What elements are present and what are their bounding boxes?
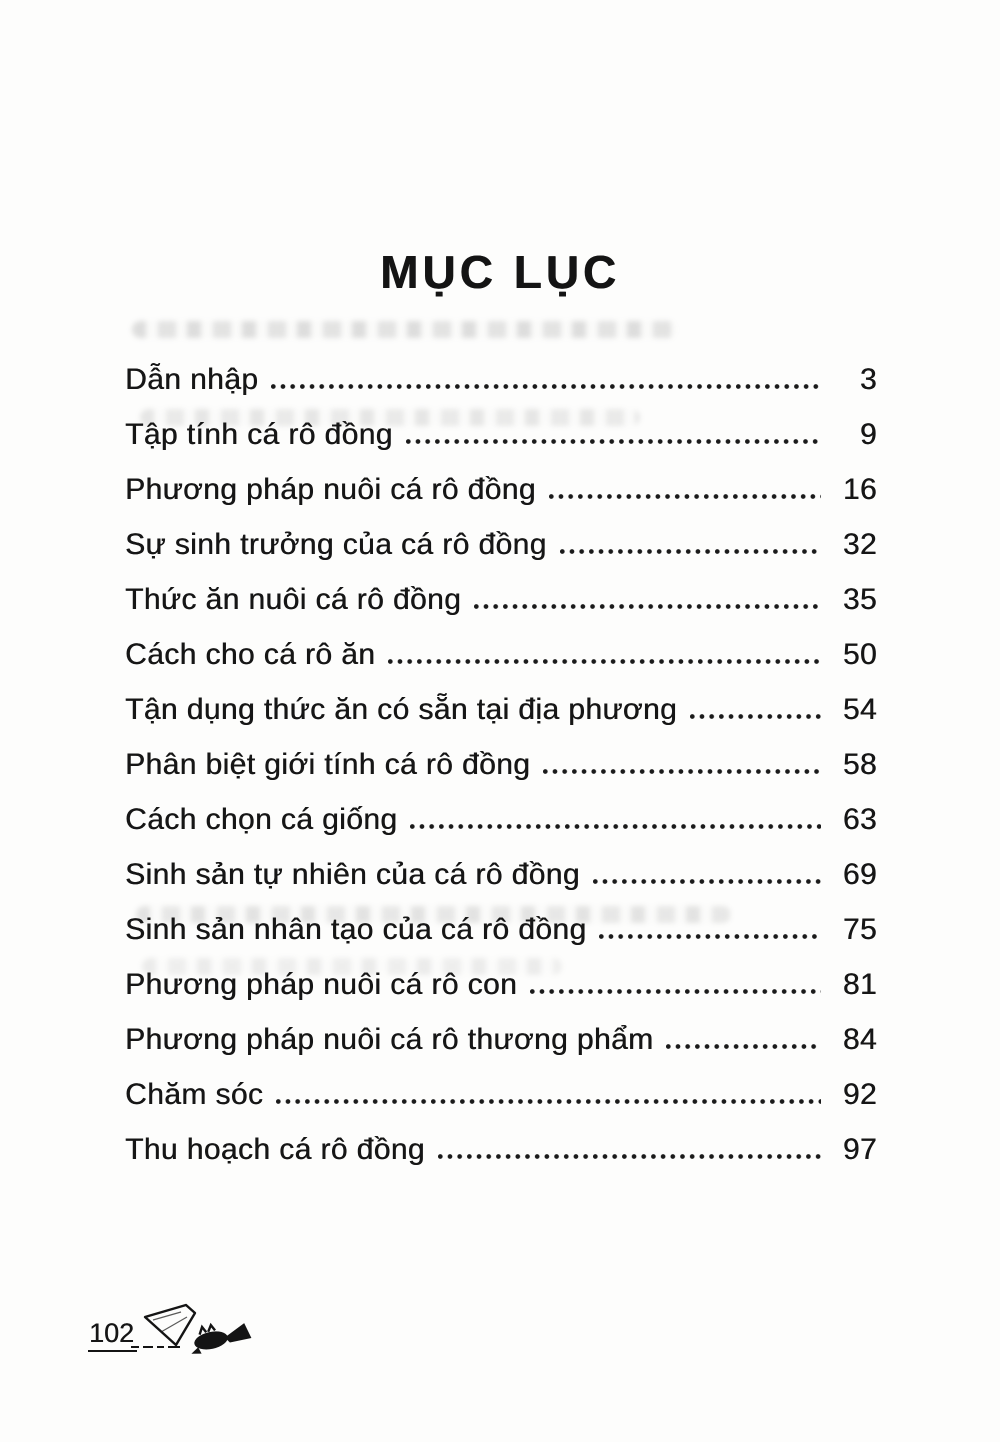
toc-entry-label: Phương pháp nuôi cá rô con bbox=[125, 968, 518, 1001]
toc-entry-page-number: 97 bbox=[842, 1133, 877, 1166]
toc-entry bbox=[125, 1023, 877, 1078]
footer-page-number: 102 bbox=[88, 1317, 137, 1352]
toc-entry bbox=[125, 583, 877, 638]
net-outline bbox=[145, 1305, 195, 1345]
toc-entry-label: Chăm sóc bbox=[125, 1078, 264, 1111]
toc-entry-page-number: 32 bbox=[842, 528, 877, 561]
toc-entry-label: Phương pháp nuôi cá rô thương phẩm bbox=[125, 1023, 654, 1056]
dot-leader bbox=[599, 934, 821, 939]
toc-entry-page-number: 58 bbox=[842, 748, 877, 781]
dot-leader bbox=[388, 659, 821, 664]
dot-leader bbox=[276, 1099, 821, 1104]
toc-entry-label: Phân biệt giới tính cá rô đồng bbox=[125, 748, 531, 781]
toc-entry-label: Sinh sản nhân tạo của cá rô đồng bbox=[125, 913, 587, 946]
dot-leader bbox=[593, 879, 821, 884]
toc-entry-page-number: 35 bbox=[842, 583, 877, 616]
toc-entry-label: Tập tính cá rô đồng bbox=[125, 418, 393, 451]
toc-entry bbox=[125, 363, 877, 418]
dot-leader bbox=[560, 549, 821, 554]
toc-entry-page-number: 63 bbox=[842, 803, 877, 836]
fish-in-net-sketch-icon bbox=[131, 1300, 259, 1358]
page-title: MỤC LỤC bbox=[379, 245, 621, 298]
toc-entry-page-number: 84 bbox=[842, 1023, 877, 1056]
toc-entry bbox=[125, 748, 877, 803]
toc-entry-page-number: 69 bbox=[842, 858, 877, 891]
dot-leader bbox=[549, 494, 821, 499]
toc-entry-page-number: 16 bbox=[842, 473, 877, 506]
dot-leader bbox=[690, 714, 821, 719]
dot-leader bbox=[666, 1044, 821, 1049]
toc-entry-page-number: 9 bbox=[859, 418, 877, 451]
bleedthrough-ghost-line bbox=[132, 321, 677, 338]
toc-entry-page-number: 81 bbox=[842, 968, 877, 1001]
dot-leader bbox=[271, 384, 821, 389]
fish-silhouette bbox=[186, 1317, 252, 1355]
page-footer bbox=[88, 1300, 259, 1352]
toc-entry bbox=[125, 913, 877, 968]
toc-entry bbox=[125, 473, 877, 528]
toc-entry-label: Thức ăn nuôi cá rô đồng bbox=[125, 583, 462, 616]
dot-leader bbox=[406, 439, 821, 444]
toc-entry bbox=[125, 693, 877, 748]
toc-entry-label: Dẫn nhập bbox=[125, 363, 259, 396]
toc-entry-label: Tận dụng thức ăn có sẵn tại địa phương bbox=[125, 693, 678, 726]
toc-entry-label: Cách chọn cá giống bbox=[125, 803, 398, 836]
toc-entry bbox=[125, 1133, 877, 1188]
toc-entry-label: Thu hoạch cá rô đồng bbox=[125, 1133, 425, 1166]
toc-entry-page-number: 3 bbox=[859, 363, 877, 396]
toc-entry-page-number: 54 bbox=[842, 693, 877, 726]
toc-entry-label: Cách cho cá rô ăn bbox=[125, 638, 376, 671]
dot-leader bbox=[474, 604, 821, 609]
toc-entry bbox=[125, 803, 877, 858]
dot-leader bbox=[543, 769, 821, 774]
toc-entry bbox=[125, 1078, 877, 1133]
dot-leader bbox=[438, 1154, 821, 1159]
toc-entry bbox=[125, 528, 877, 583]
toc-entry-page-number: 50 bbox=[842, 638, 877, 671]
toc-entry-page-number: 75 bbox=[842, 913, 877, 946]
toc-entry-page-number: 92 bbox=[842, 1078, 877, 1111]
dot-leader bbox=[410, 824, 821, 829]
table-of-contents bbox=[125, 363, 877, 1188]
toc-entry-label: Phương pháp nuôi cá rô đồng bbox=[125, 473, 536, 506]
toc-entry bbox=[125, 858, 877, 913]
toc-entry bbox=[125, 418, 877, 473]
toc-entry bbox=[125, 968, 877, 1023]
dot-leader bbox=[530, 989, 821, 994]
toc-entry bbox=[125, 638, 877, 693]
toc-entry-label: Sinh sản tự nhiên của cá rô đồng bbox=[125, 858, 580, 891]
toc-entry-label: Sự sinh trưởng của cá rô đồng bbox=[125, 528, 547, 561]
